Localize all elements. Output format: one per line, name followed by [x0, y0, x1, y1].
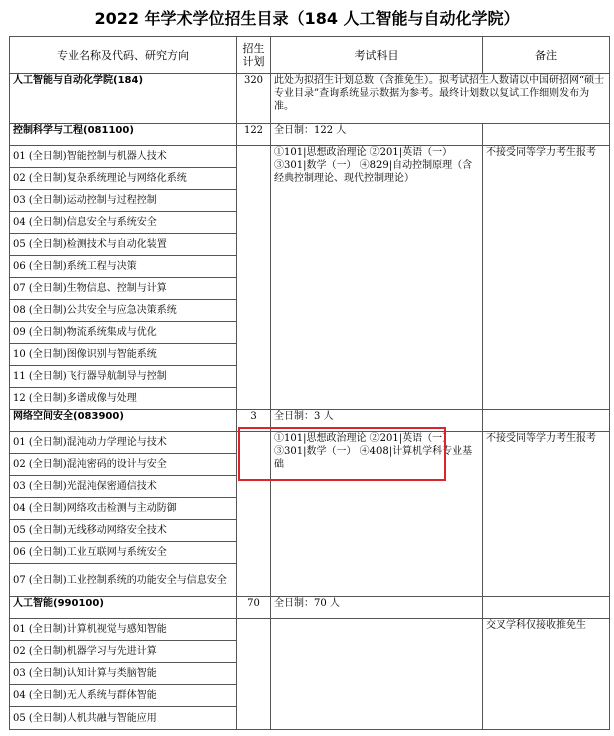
- direction-item: 09 (全日制)物流系统集成与优化: [10, 322, 237, 344]
- direction-item: 06 (全日制)工业互联网与系统安全: [10, 542, 237, 564]
- direction-item: 01 (全日制)计算机视觉与感知智能: [10, 619, 237, 641]
- major-summary-note: [483, 410, 610, 432]
- direction-item: 05 (全日制)检测技术与自动化装置: [10, 234, 237, 256]
- direction-item: 02 (全日制)复杂系统理论与网络化系统: [10, 168, 237, 190]
- department-row: [10, 74, 610, 124]
- department-remark: 此处为拟招生计划总数（含推免生）。拟考试招生人数请以中国研招网“硕士专业目录”查询系统显示数据为参考。最终计划数以复试工作细则发布为准。: [271, 74, 610, 124]
- header-plan: 招生计划: [237, 37, 271, 74]
- direction-item: 03 (全日制)运动控制与过程控制: [10, 190, 237, 212]
- header-row: [10, 37, 610, 74]
- page-title: 2022 年学术学位招生目录（184 人工智能与自动化学院）: [94, 9, 520, 28]
- direction-item: 11 (全日制)飞行器导航制导与控制: [10, 366, 237, 388]
- major-name: 人工智能(990100): [10, 597, 237, 619]
- direction-item: 05 (全日制)人机共融与智能应用: [10, 707, 237, 730]
- direction-item: 10 (全日制)图像识别与智能系统: [10, 344, 237, 366]
- major-name: 网络空间安全(083900): [10, 410, 237, 432]
- direction-item: 12 (全日制)多谱成像与处理: [10, 388, 237, 410]
- direction-plan-cell: [237, 146, 271, 410]
- major-plan: 3: [237, 410, 271, 432]
- direction-item: 04 (全日制)无人系统与群体智能: [10, 685, 237, 707]
- header-major: 专业名称及代码、研究方向: [10, 37, 237, 74]
- direction-row: [10, 432, 610, 454]
- major-row: [10, 124, 610, 146]
- department-name: 人工智能与自动化学院(184): [10, 74, 237, 124]
- major-summary: 全日制：3 人: [271, 410, 483, 432]
- direction-plan-cell: [237, 619, 271, 730]
- direction-item: 06 (全日制)系统工程与决策: [10, 256, 237, 278]
- direction-row: [10, 619, 610, 641]
- direction-item: 07 (全日制)生物信息、控制与计算: [10, 278, 237, 300]
- major-name: 控制科学与工程(081100): [10, 124, 237, 146]
- major-summary-note: [483, 597, 610, 619]
- header-notes: 备注: [483, 37, 610, 74]
- direction-item: 07 (全日制)工业控制系统的功能安全与信息安全: [10, 564, 237, 597]
- major-plan: 70: [237, 597, 271, 619]
- major-note: 不接受同等学力考生报考: [483, 432, 610, 597]
- exam-subjects: ①101|思想政治理论 ②201|英语（一）③301|数学（一） ④408|计算机学科专业基础: [271, 432, 483, 597]
- major-row: [10, 410, 610, 432]
- table-body: [10, 74, 610, 730]
- department-plan: 320: [237, 74, 271, 124]
- exam-subjects: [271, 619, 483, 730]
- major-row: [10, 597, 610, 619]
- direction-item: 02 (全日制)混沌密码的设计与安全: [10, 454, 237, 476]
- direction-item: 02 (全日制)机器学习与先进计算: [10, 641, 237, 663]
- direction-item: 05 (全日制)无线移动网络安全技术: [10, 520, 237, 542]
- major-note: 不接受同等学力考生报考: [483, 146, 610, 410]
- direction-item: 01 (全日制)智能控制与机器人技术: [10, 146, 237, 168]
- direction-item: 03 (全日制)光混沌保密通信技术: [10, 476, 237, 498]
- major-plan: 122: [237, 124, 271, 146]
- direction-row: [10, 146, 610, 168]
- direction-item: 03 (全日制)认知计算与类脑智能: [10, 663, 237, 685]
- direction-item: 04 (全日制)网络攻击检测与主动防御: [10, 498, 237, 520]
- direction-item: 08 (全日制)公共安全与应急决策系统: [10, 300, 237, 322]
- direction-item: 01 (全日制)混沌动力学理论与技术: [10, 432, 237, 454]
- admissions-table: [9, 36, 610, 730]
- major-summary: 全日制：122 人: [271, 124, 483, 146]
- exam-subjects: ①101|思想政治理论 ②201|英语（一）③301|数学（一） ④829|自动控制原理（含经典控制理论、现代控制理论）: [271, 146, 483, 410]
- header-exam: 考试科目: [271, 37, 483, 74]
- major-summary: 全日制：70 人: [271, 597, 483, 619]
- direction-plan-cell: [237, 432, 271, 597]
- major-note: 交叉学科仅接收推免生: [483, 619, 610, 730]
- direction-item: 04 (全日制)信息安全与系统安全: [10, 212, 237, 234]
- major-summary-note: [483, 124, 610, 146]
